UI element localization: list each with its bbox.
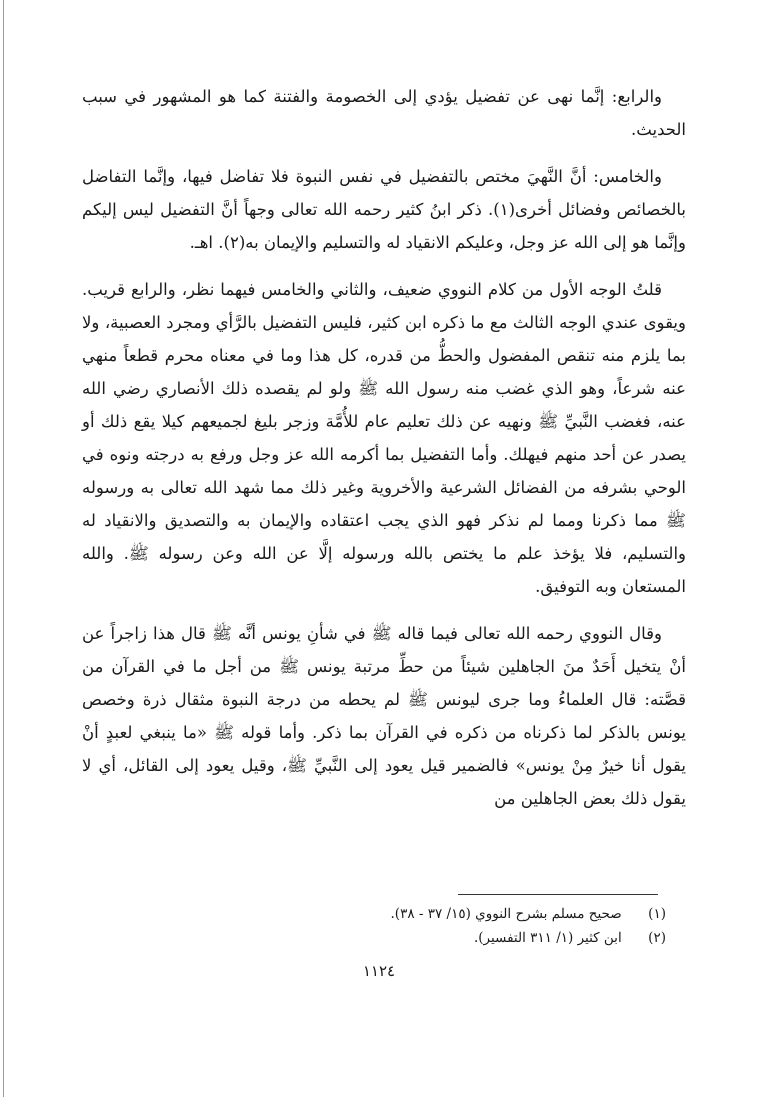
- footnote-text: ابن كثير (١/ ٣١١ التفسير).: [473, 930, 622, 946]
- paragraph-fifth-reason: والخامس: أنَّ النَّهيَ مختص بالتفضيل في نفس النبوة فلا تفاضل فيها، وإنَّما التفاضل بالخصائص وفضائل أخرى(١). ذكر ابنُ كثير رحمه الله تعالى وجهاً أنَّ التفضيل ليس إليكم وإنَّما هو إلى الله عز وجل، وعليكم الانقياد له والتسليم والإيمان به(٢). اهـ.: [82, 167, 687, 252]
- paragraph-author-comment: قلتُ الوجه الأول من كلام النووي ضعيف، والثاني والخامس فيهما نظر، والرابع قريب. ويقوى عندي الوجه الثالث مع ما ذكره ابن كثير، فليس التفضيل بالرَّأي ومجرد العصبية، ولا بما يلزم منه تنقص المفضول والحطُّ من قدره، كل هذا وما في معناه محرم قطعاً منهي عنه شرعاً، وهو الذي غضب منه رسول الله ﷺ ولو لم يقصده ذلك الأنصاري رضي الله عنه، فغضب النَّبيِّ ﷺ ونهيه عن ذلك تعليم عام للأُمَّة وزجر بليغ لجميعهم كيلا يقع ذلك أو يصدر عن أحد منهم فيهلك. وأما التفضيل بما أكرمه الله عز وجل ورفع به درجته ونوه في الوحي بشرفه من الفضائل الشرعية والأخروية وغير ذلك مما شهد الله تعالى به ورسوله ﷺ مما ذكرنا ومما لم نذكر فهو الذي يجب اعتقاده والإيمان به والتصديق والانقياد له والتسليم، فلا يؤخذ علم ما يختص بالله ورسوله إلَّا عن الله وعن رسوله ﷺ. والله المستعان وبه التوفيق.: [82, 280, 686, 596]
- footnote-text: صحيح مسلم بشرح النووي (١٥/ ٣٧ - ٣٨).: [390, 906, 622, 922]
- footnotes: [106, 902, 666, 950]
- page-number: ١١٢٤: [362, 962, 396, 980]
- footnote-item: [106, 926, 666, 950]
- page-edge-line: [3, 0, 4, 1097]
- footnote-separator: [458, 894, 658, 895]
- page-body: [82, 80, 686, 827]
- paragraph-nawawi-on-yunus: وقال النووي رحمه الله تعالى فيما قاله ﷺ في شأنِ يونس أنَّه ﷺ قال هذا زاجراً عن أنْ يتخيل أَحَدٌ منَ الجاهلين شيئاً من حطِّ مرتبة يونس ﷺ من أجل ما في القرآن من قصَّته: قال العلماءُ وما جرى ليونس ﷺ لم يحطه من درجة النبوة مثقال ذرة وخصص يونس بالذكر لما ذكرناه من ذكره في القرآن بما ذكر. وأما قوله ﷺ «ما ينبغي لعبدٍ أنْ يقول أنا خيرٌ مِنْ يونس» فالضمير قيل يعود إلى النَّبيِّ ﷺ، وقيل يعود إلى القائل، أي لا يقول ذلك بعض الجاهلين من: [82, 624, 686, 808]
- paragraph-fourth-reason: والرابع: إنَّما نهى عن تفضيل يؤدي إلى الخصومة والفتنة كما هو المشهور في سبب الحديث.: [82, 87, 686, 139]
- footnote-number: (١): [648, 906, 666, 922]
- footnote-item: [106, 902, 666, 926]
- footnote-number: (٢): [648, 930, 666, 946]
